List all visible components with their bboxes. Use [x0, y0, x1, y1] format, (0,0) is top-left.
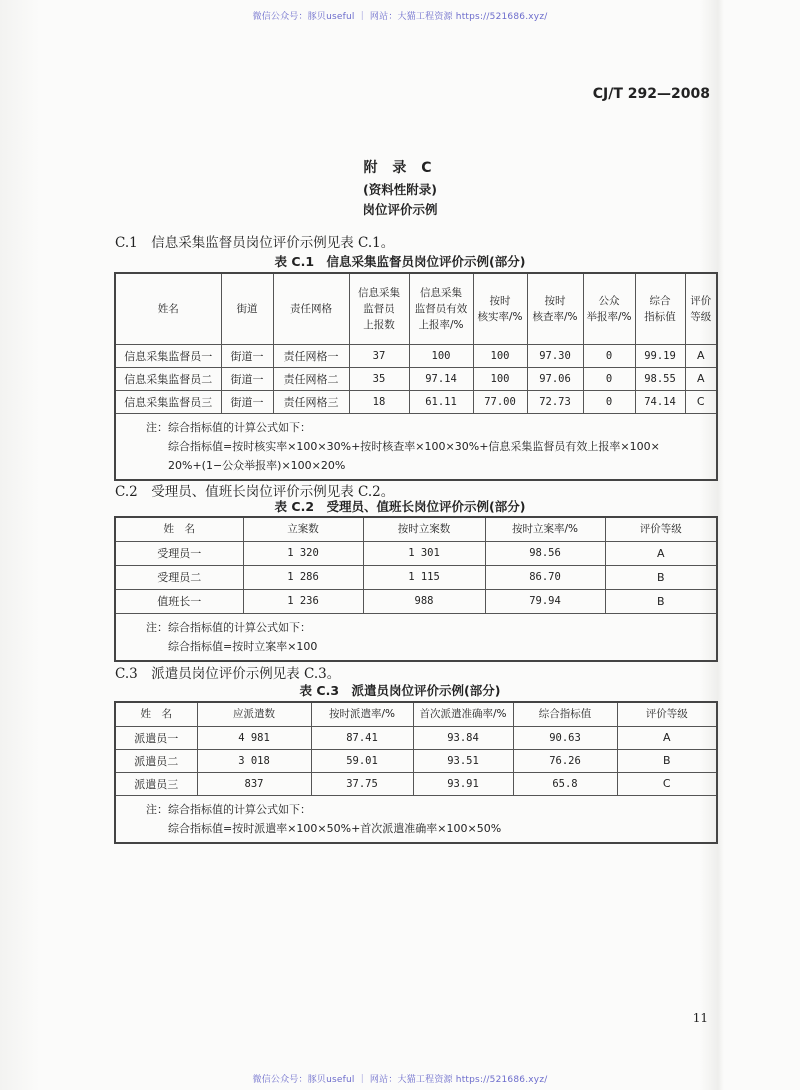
column-header-text: 街道 [236, 302, 258, 315]
table-cell: 35 [349, 367, 409, 390]
table-cell: 98.55 [635, 367, 685, 390]
note-line: 综合指标值=按时核实率×100×30%+按时核查率×100×30%+信息采集监督员有效上报率×100× [168, 439, 660, 453]
table-cell: 100 [473, 344, 527, 367]
column-header [349, 273, 409, 344]
table-c2-caption: 表 C.2 受理员、值班长岗位评价示例(部分) [274, 499, 526, 514]
note-line: 注：综合指标值的计算公式如下： [146, 420, 311, 434]
table-c2 [114, 516, 718, 662]
table-cell: 受理员一 [115, 541, 243, 565]
table-cell: 59.01 [311, 749, 413, 772]
table-cell: 4 981 [197, 726, 311, 749]
column-header [363, 517, 485, 541]
page-number: 11 [692, 1011, 708, 1025]
column-header [527, 273, 583, 344]
column-header-text: 监督员 [363, 302, 395, 315]
column-header [311, 702, 413, 726]
column-header [115, 273, 221, 344]
table-row [115, 390, 717, 413]
column-header-text: 评价 [690, 294, 712, 307]
table-cell: B [605, 589, 717, 613]
table-cell: 93.51 [413, 749, 513, 772]
column-header-text: 核实率/% [477, 310, 523, 323]
table-cell: 3 018 [197, 749, 311, 772]
table-cell: 1 320 [243, 541, 363, 565]
table-row [115, 344, 717, 367]
standard-code: CJ/T 292—2008 [592, 86, 710, 102]
appendix-nature: (资料性附录) [363, 182, 437, 197]
table-cell: 93.91 [413, 772, 513, 795]
table-cell: A [685, 344, 717, 367]
column-header-text: 按时 [489, 294, 511, 307]
column-header [485, 517, 605, 541]
column-header-text: 监督员有效 [414, 302, 468, 315]
table-c3-caption: 表 C.3 派遣员岗位评价示例(部分) [299, 683, 501, 698]
table-cell: 责任网格三 [273, 390, 349, 413]
table-cell: 87.41 [311, 726, 413, 749]
table-cell: 86.70 [485, 565, 605, 589]
table-cell: 100 [409, 344, 473, 367]
appendix-title: 附 录 C [363, 160, 437, 176]
column-header-text: 责任网格 [290, 302, 332, 315]
table-cell: 93.84 [413, 726, 513, 749]
column-header-text: 上报数 [363, 318, 395, 331]
table-cell: 街道一 [221, 390, 273, 413]
table-c1 [114, 272, 718, 481]
column-header-text: 首次派遣准确率/% [419, 708, 507, 721]
table-cell: 责任网格一 [273, 344, 349, 367]
table-cell: 100 [473, 367, 527, 390]
table-note-row [115, 413, 717, 480]
table-cell: 837 [197, 772, 311, 795]
column-header-text: 举报率/% [586, 310, 632, 323]
table-cell: 37 [349, 344, 409, 367]
table-cell: 79.94 [485, 589, 605, 613]
table-note [115, 795, 717, 843]
appendix-subject: 岗位评价示例 [362, 202, 438, 217]
table-cell: 派遣员三 [115, 772, 197, 795]
table-cell: 0 [583, 390, 635, 413]
table-cell: 988 [363, 589, 485, 613]
table-cell: B [605, 565, 717, 589]
table-cell: 98.56 [485, 541, 605, 565]
table-cell: 信息采集监督员二 [115, 367, 221, 390]
table-cell: 65.8 [513, 772, 617, 795]
table-cell: 派遣员一 [115, 726, 197, 749]
column-header-text: 评价等级 [645, 708, 688, 721]
column-header [273, 273, 349, 344]
watermark-top: 微信公众号：豚贝useful ｜ 网站：大猫工程资源 https://521686.xyz/ [252, 12, 548, 22]
column-header [413, 702, 513, 726]
column-header-text: 立案数 [287, 523, 319, 536]
column-header-text: 评价等级 [639, 523, 682, 536]
column-header-text: 指标值 [644, 310, 676, 323]
table-cell: 1 301 [363, 541, 485, 565]
table-cell: 派遣员二 [115, 749, 197, 772]
column-header [409, 273, 473, 344]
table-row [115, 565, 717, 589]
watermark-bottom: 微信公众号：豚贝useful ｜ 网站：大猫工程资源 https://521686.xyz/ [252, 1075, 548, 1085]
column-header [605, 517, 717, 541]
note-line: 注：综合指标值的计算公式如下： [146, 620, 311, 634]
column-header-text: 信息采集 [358, 286, 400, 299]
table-row [115, 772, 717, 795]
table-cell: 72.73 [527, 390, 583, 413]
table-cell: 受理员二 [115, 565, 243, 589]
column-header-text: 按时派遣率/% [328, 708, 395, 721]
column-header [473, 273, 527, 344]
table-cell: 97.14 [409, 367, 473, 390]
table-cell: 值班长一 [115, 589, 243, 613]
table-c1-caption: 表 C.1 信息采集监督员岗位评价示例(部分) [274, 254, 526, 269]
column-header [617, 702, 717, 726]
column-header [243, 517, 363, 541]
table-cell: A [685, 367, 717, 390]
table-note-row [115, 613, 717, 661]
table-cell: 18 [349, 390, 409, 413]
column-header-text: 综合 [649, 294, 671, 307]
column-header-text: 姓 名 [163, 523, 195, 536]
table-cell: 0 [583, 344, 635, 367]
table-cell: 90.63 [513, 726, 617, 749]
column-header-text: 综合指标值 [538, 708, 592, 721]
column-header [583, 273, 635, 344]
column-header [115, 517, 243, 541]
column-header-text: 姓名 [157, 302, 179, 315]
table-note [115, 613, 717, 661]
table-row [115, 749, 717, 772]
column-header [221, 273, 273, 344]
table-cell: 信息采集监督员一 [115, 344, 221, 367]
table-cell: 76.26 [513, 749, 617, 772]
table-cell: 77.00 [473, 390, 527, 413]
table-cell: 信息采集监督员三 [115, 390, 221, 413]
column-header-text: 核查率/% [532, 310, 578, 323]
column-header [513, 702, 617, 726]
note-line: 综合指标值=按时立案率×100 [168, 639, 318, 653]
note-line: 注：综合指标值的计算公式如下： [146, 802, 311, 816]
column-header-text: 等级 [690, 310, 712, 323]
column-header-text: 应派遣数 [233, 708, 275, 721]
table-cell: 99.19 [635, 344, 685, 367]
table-cell: 74.14 [635, 390, 685, 413]
column-header [197, 702, 311, 726]
note-line: 20%+(1−公众举报率)×100×20% [168, 458, 346, 472]
table-cell: 61.11 [409, 390, 473, 413]
table-c3 [114, 701, 718, 844]
table-cell: C [685, 390, 717, 413]
table-row [115, 367, 717, 390]
table-cell: A [605, 541, 717, 565]
table-cell: A [617, 726, 717, 749]
table-cell: 97.30 [527, 344, 583, 367]
section-c1-text: C.1 信息采集监督员岗位评价示例见表 C.1。 [115, 235, 395, 251]
section-c2-text: C.2 受理员、值班长岗位评价示例见表 C.2。 [115, 484, 395, 500]
table-cell: C [617, 772, 717, 795]
column-header [115, 702, 197, 726]
table-cell: 街道一 [221, 367, 273, 390]
table-cell: B [617, 749, 717, 772]
table-row [115, 726, 717, 749]
table-cell: 街道一 [221, 344, 273, 367]
column-header-text: 按时 [544, 294, 566, 307]
column-header-text: 上报率/% [418, 318, 464, 331]
table-cell: 97.06 [527, 367, 583, 390]
column-header-text: 按时立案数 [397, 523, 451, 536]
column-header [635, 273, 685, 344]
table-cell: 1 286 [243, 565, 363, 589]
table-cell: 责任网格二 [273, 367, 349, 390]
table-cell: 1 236 [243, 589, 363, 613]
column-header-text: 按时立案率/% [511, 523, 578, 536]
column-header [685, 273, 717, 344]
table-cell: 1 115 [363, 565, 485, 589]
section-c3-text: C.3 派遣员岗位评价示例见表 C.3。 [115, 666, 341, 682]
table-cell: 0 [583, 367, 635, 390]
column-header-text: 姓 名 [140, 708, 172, 721]
table-row [115, 589, 717, 613]
note-line: 综合指标值=按时派遣率×100×50%+首次派遣准确率×100×50% [168, 821, 502, 835]
table-cell: 37.75 [311, 772, 413, 795]
table-note [115, 413, 717, 480]
column-header-text: 公众 [598, 294, 620, 307]
table-row [115, 541, 717, 565]
table-note-row [115, 795, 717, 843]
column-header-text: 信息采集 [420, 286, 462, 299]
